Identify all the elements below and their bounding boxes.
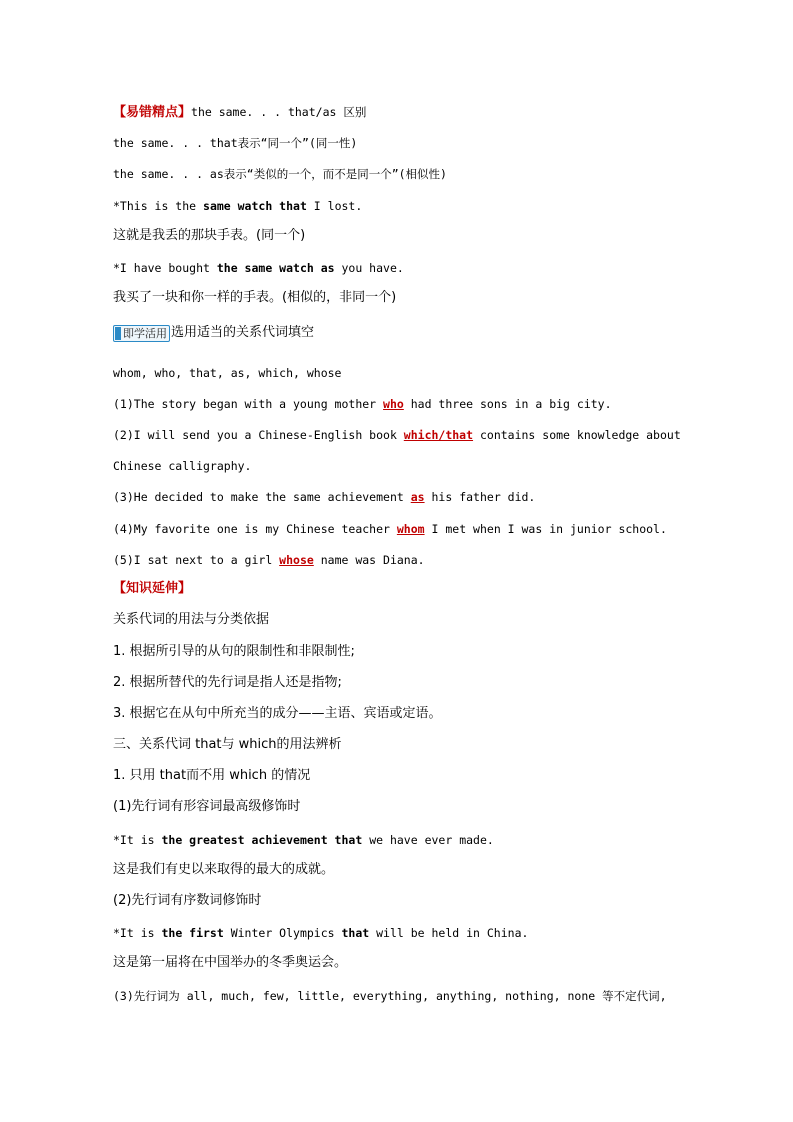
example-translation: 我买了一块和你一样的手表。(相似的，非同一个) <box>113 290 397 305</box>
heading-knowledge-extension: 【知识延伸】 <box>113 581 192 596</box>
case-title: (1)先行词有形容词最高级修饰时 <box>113 799 301 814</box>
exercise-item: (4)My favorite one is my Chinese teacher whom I met when I was in junior school. <box>113 522 667 536</box>
example-sentence: *It is the greatest achievement that we have ever made. <box>113 833 494 847</box>
heading-text: the same. . . that/as 区别 <box>191 105 367 119</box>
example-sentence: *I have bought the same watch as you have. <box>113 261 404 275</box>
section-title: 三、关系代词 that与 which的用法辨析 <box>113 737 342 752</box>
note-line: the same. . . as表示“类似的一个，而不是同一个”(相似性) <box>113 167 447 181</box>
extension-item: 1. 根据所引导的从句的限制性和非限制性; <box>113 644 355 659</box>
case-title: (3)先行词为 all, much, few, little, everything, anything, nothing, none 等不定代词, <box>113 989 667 1003</box>
extension-item: 3. 根据它在从句中所充当的成分——主语、宾语或定语。 <box>113 706 442 721</box>
practice-instruction: 选用适当的关系代词填空 <box>171 325 315 340</box>
example-translation: 这就是我丢的那块手表。(同一个) <box>113 228 306 243</box>
practice-header <box>113 324 314 342</box>
example-translation: 这是第一届将在中国举办的冬季奥运会。 <box>113 955 348 970</box>
heading-label: 【易错精点】 <box>113 105 192 120</box>
exercise-item: (1)The story began with a young mother who had three sons in a big city. <box>113 397 612 411</box>
word-bank: whom, who, that, as, which, whose <box>113 366 342 380</box>
case-title: (2)先行词有序数词修饰时 <box>113 893 262 908</box>
answer-blank: which/that <box>403 428 474 442</box>
answer-blank: who <box>383 397 404 411</box>
example-sentence: *It is the first Winter Olympics that will be held in China. <box>113 926 529 940</box>
answer-blank: whom <box>396 522 425 536</box>
exercise-continuation: Chinese calligraphy. <box>113 459 252 473</box>
exercise-item: (5)I sat next to a girl whose name was Diana. <box>113 553 425 567</box>
badge-bar-icon <box>115 327 121 340</box>
extension-title: 关系代词的用法与分类依据 <box>113 612 270 627</box>
subsection-title: 1. 只用 that而不用 which 的情况 <box>113 768 311 783</box>
practice-badge: 即学活用 <box>113 325 170 342</box>
example-sentence: *This is the same watch that I lost. <box>113 199 363 213</box>
answer-blank: as <box>410 490 425 504</box>
note-line: the same. . . that表示“同一个”(同一性) <box>113 136 358 150</box>
extension-item: 2. 根据所替代的先行词是指人还是指物; <box>113 675 342 690</box>
answer-blank: whose <box>279 553 314 567</box>
exercise-item: (3)He decided to make the same achievement as his father did. <box>113 490 536 504</box>
heading-common-mistakes <box>113 104 366 121</box>
exercise-item: (2)I will send you a Chinese-English book which/that contains some knowledge about <box>113 428 681 442</box>
example-translation: 这是我们有史以来取得的最大的成就。 <box>113 862 335 877</box>
